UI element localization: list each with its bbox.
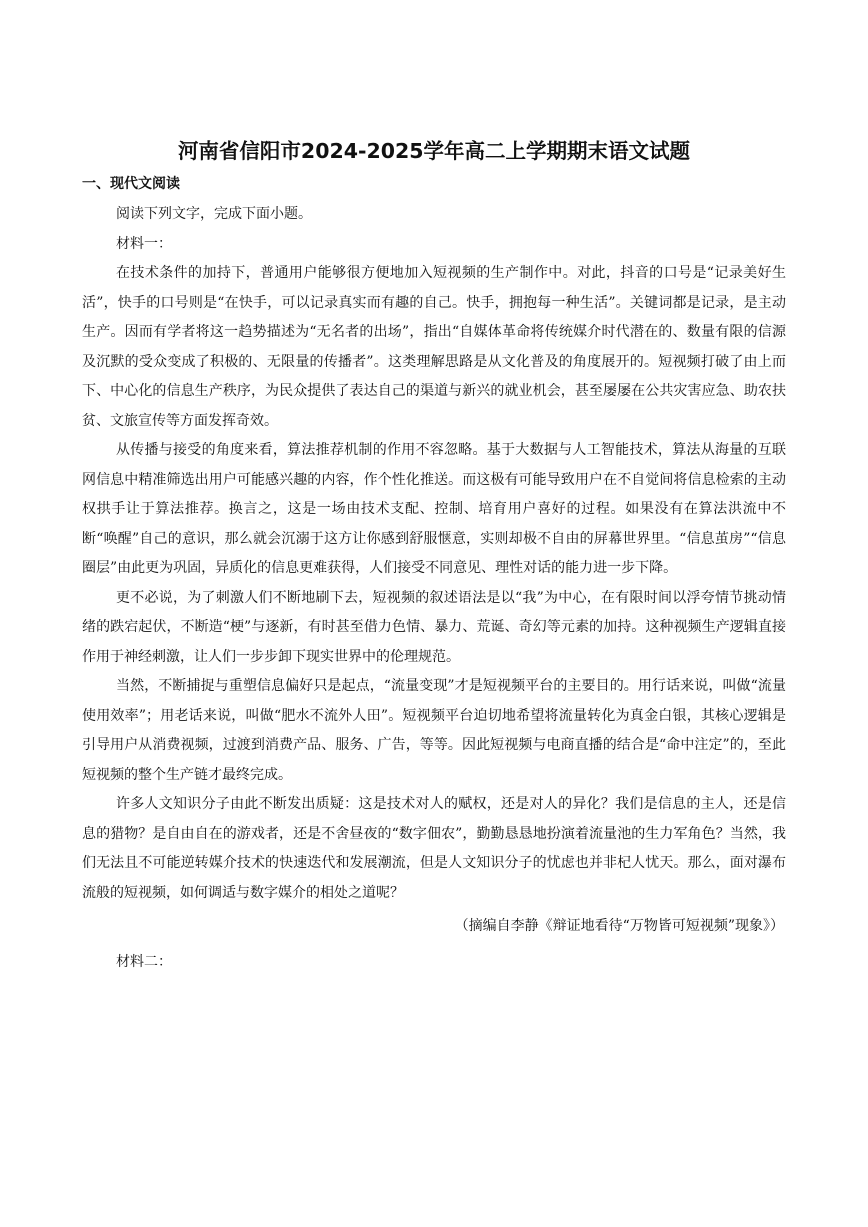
- document-title: 河南省信阳市2024-2025学年高二上学期期末语文试题: [177, 139, 691, 163]
- paragraph-4: 当然，不断捕捉与重塑信息偏好只是起点，“流量变现”才是短视频平台的主要目的。用行话来说，叫做“流量使用效率”；用老话来说，叫做“肥水不流外人田”。短视频平台迫切地希望将流量转化为真金白银，其核心逻辑是引导用户从消费视频，过渡到消费产品、服务、广告，等等。因此短视频与电商直播的结合是“命中注定”的，至此短视频的整个生产链才最终完成。: [82, 678, 786, 783]
- paragraph-1: 在技术条件的加持下，普通用户能够很方便地加入短视频的生产制作中。对此，抖音的口号是“记录美好生活”，快手的口号则是“在快手，可以记录真实而有趣的自己。快手，拥抱每一种生活”。关键词都是记录，是主动生产。因而有学者将这一趋势描述为“无名者的出场”，指出“自媒体革命将传统媒介时代潜在的、数量有限的信源及沉默的受众变成了积极的、无限量的传播者”。这类理解思路是从文化普及的角度展开的。短视频打破了由上而下、中心化的信息生产秩序，为民众提供了表达自己的渠道与新兴的就业机会，甚至屡屡在公共灾害应急、助农扶贫、文旅宣传等方面发挥奇效。: [82, 265, 786, 429]
- source-citation: （摘编自李静《辩证地看待“万物皆可短视频”现象》）: [454, 918, 784, 934]
- instruction-text: 阅读下列文字，完成下面小题。: [116, 206, 312, 222]
- section-heading: 一、现代文阅读: [82, 176, 180, 192]
- paragraph-2: 从传播与接受的角度来看，算法推荐机制的作用不容忽略。基于大数据与人工智能技术，算法从海量的互联网信息中精准筛选出用户可能感兴趣的内容，作个性化推送。而这极有可能导致用户在不自觉间将信息检索的主动权拱手让于算法推荐。换言之，这是一场由技术支配、控制、培育用户喜好的过程。如果没有在算法洪流中不断“唤醒”自己的意识，那么就会沉溺于这方让你感到舒服惬意，实则却极不自由的屏幕世界里。“信息茧房”“信息圈层”由此更为巩固，异质化的信息更难获得，人们接受不同意见、理性对话的能力进一步下降。: [82, 442, 786, 576]
- paragraph-3: 更不必说，为了刺激人们不断地刷下去，短视频的叙述语法是以“我”为中心，在有限时间以浮夸情节挑动情绪的跌宕起伏，不断造“梗”与逐新，有时甚至借力色情、暴力、荒诞、奇幻等元素的加持。这种视频生产逻辑直接作用于神经刺激，让人们一步步卸下现实世界中的伦理规范。: [82, 589, 786, 665]
- paragraph-5: 许多人文知识分子由此不断发出质疑：这是技术对人的赋权，还是对人的异化？我们是信息的主人，还是信息的猎物？是自由自在的游戏者，还是不舍昼夜的“数字佃农”，勤勤恳恳地扮演着流量池的生力军角色？当然，我们无法且不可能逆转媒介技术的快速迭代和发展潮流，但是人文知识分子的忧虑也并非杞人忧天。那么，面对瀑布流般的短视频，如何调适与数字媒介的相处之道呢？: [82, 796, 786, 901]
- material-2-label: 材料二：: [116, 953, 172, 970]
- material-1-label: 材料一：: [116, 235, 172, 252]
